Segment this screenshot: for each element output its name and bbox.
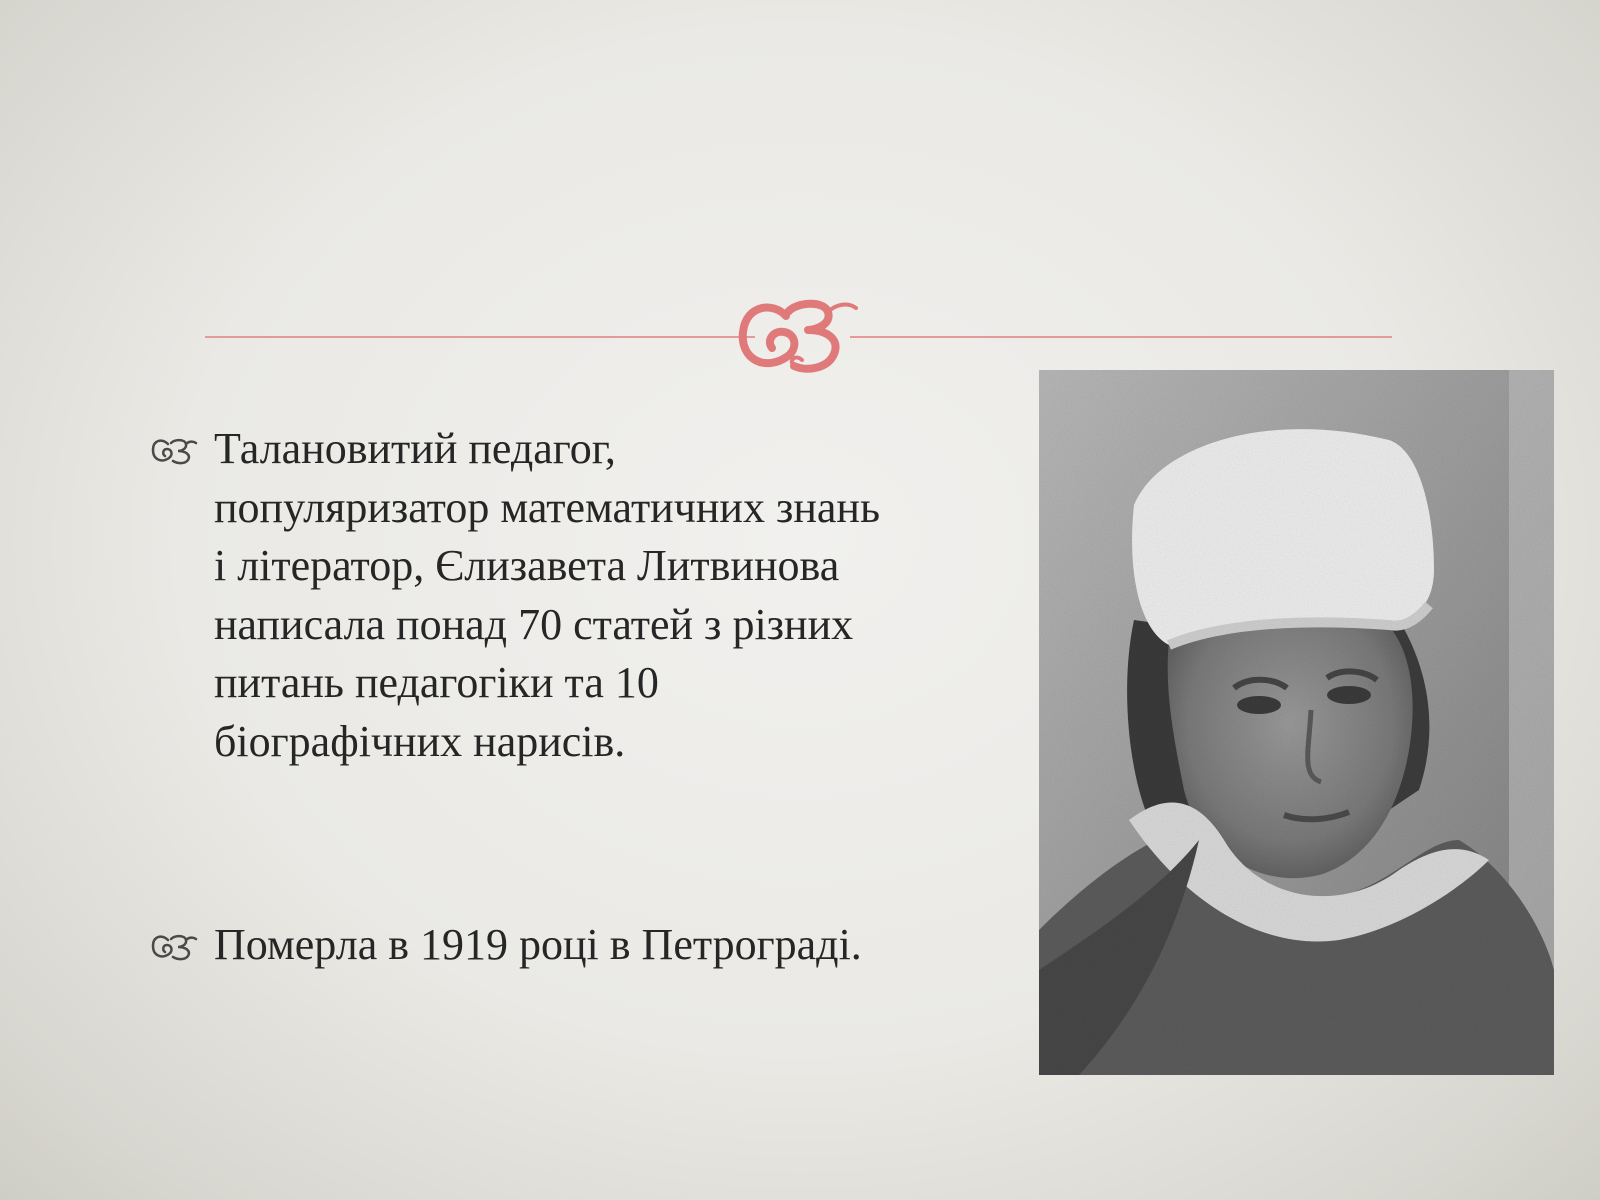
portrait-photo — [1039, 370, 1554, 1075]
bullet-item-2 — [150, 916, 970, 975]
bullet-text-line: Талановитий педагог, — [214, 424, 616, 473]
divider-line-left — [205, 336, 755, 338]
bullet-text-line: Померла в 1919 році в Петрограді. — [214, 920, 862, 969]
bullet-text-line: і літератор, Єлизавета Литвинова — [214, 541, 840, 590]
bullet-list — [150, 420, 970, 975]
bullet-text-line: написала понад 70 статей з різних — [214, 599, 854, 649]
bullet-item-1 — [150, 420, 970, 771]
divider-line-right — [850, 336, 1392, 338]
bullet-text-line: питань педагогіки та 10 — [214, 658, 659, 707]
bullet-text-line: популяризатор математичних знань — [214, 482, 881, 532]
ornamental-flourish-icon — [736, 294, 862, 376]
bullet-text-line: біографічних нарисів. — [214, 716, 626, 766]
flourish-bullet-icon — [150, 436, 198, 466]
flourish-bullet-icon — [150, 932, 198, 962]
